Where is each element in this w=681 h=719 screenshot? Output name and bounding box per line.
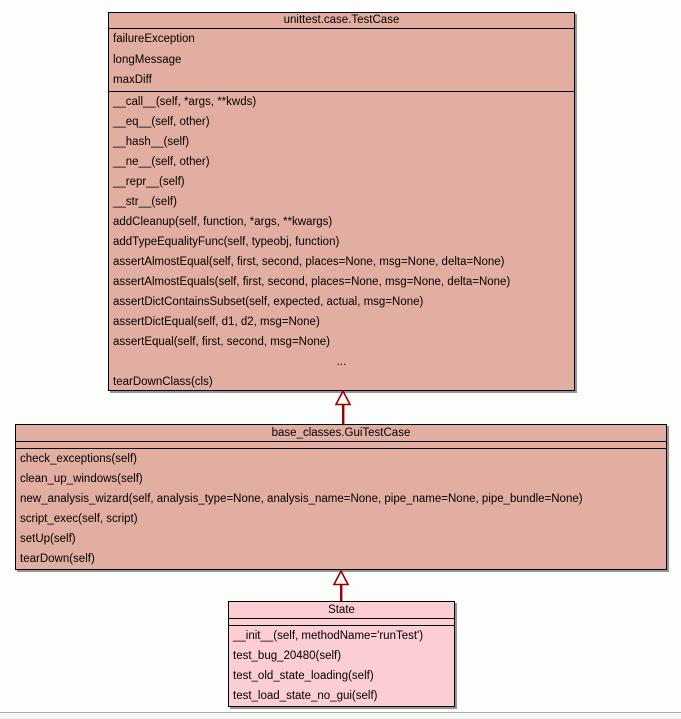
method-row: script_exec(self, script)	[20, 513, 138, 525]
method-row: assertDictEqual(self, d1, d2, msg=None)	[113, 315, 320, 328]
method-row: __repr__(self)	[113, 175, 185, 188]
method-row: __hash__(self)	[113, 135, 190, 148]
method-row: check_exceptions(self)	[20, 453, 137, 465]
attribute-row: maxDiff	[113, 74, 152, 86]
method-row: tearDownClass(cls)	[113, 375, 213, 388]
method-row: assertDictContainsSubset(self, expected, actual, msg=None)	[113, 295, 424, 308]
attribute-row: longMessage	[113, 53, 182, 66]
method-row: __eq__(self, other)	[113, 115, 210, 128]
class-box-base-classes-guitestcase	[15, 424, 667, 570]
attributes-compartment	[16, 442, 666, 449]
class-box-unittest-case-testcase	[108, 12, 575, 391]
method-row: __ne__(self, other)	[113, 155, 210, 168]
method-row: addTypeEqualityFunc(self, typeobj, function)	[113, 235, 340, 248]
methods-compartment	[16, 449, 666, 569]
methods-compartment	[109, 92, 574, 392]
method-row: test_bug_20480(self)	[233, 650, 342, 662]
method-row: new_analysis_wizard(self, analysis_type=None, analysis_name=None, pipe_name=None, pipe_bundle=None)	[20, 493, 583, 505]
inheritance-arrow-icon	[333, 390, 353, 424]
method-row: clean_up_windows(self)	[20, 473, 143, 485]
method-row: __call__(self, *args, **kwds)	[113, 95, 257, 108]
method-row: assertEqual(self, first, second, msg=None)	[113, 335, 330, 348]
class-box-state	[228, 601, 455, 707]
window-edge	[0, 712, 681, 719]
inheritance-arrow-icon	[331, 570, 351, 601]
attributes-compartment	[109, 29, 574, 92]
class-title: base_classes.GuiTestCase	[16, 425, 666, 442]
method-row: tearDown(self)	[20, 553, 95, 565]
class-title: State	[229, 602, 454, 619]
method-row: __init__(self, methodName='runTest')	[233, 630, 424, 642]
method-row: assertAlmostEqual(self, first, second, places=None, msg=None, delta=None)	[113, 255, 505, 268]
method-row: test_old_state_loading(self)	[233, 670, 374, 682]
method-row: setUp(self)	[20, 533, 76, 545]
method-row: test_load_state_no_gui(self)	[233, 690, 378, 702]
ellipsis-row: ...	[336, 355, 347, 368]
class-title: unittest.case.TestCase	[109, 13, 574, 29]
method-row: __str__(self)	[113, 195, 177, 208]
method-row: assertAlmostEquals(self, first, second, places=None, msg=None, delta=None)	[113, 275, 511, 288]
method-row: addCleanup(self, function, *args, **kwargs)	[113, 215, 333, 228]
attributes-compartment	[229, 619, 454, 626]
attribute-row: failureException	[113, 33, 195, 45]
methods-compartment	[229, 626, 454, 706]
